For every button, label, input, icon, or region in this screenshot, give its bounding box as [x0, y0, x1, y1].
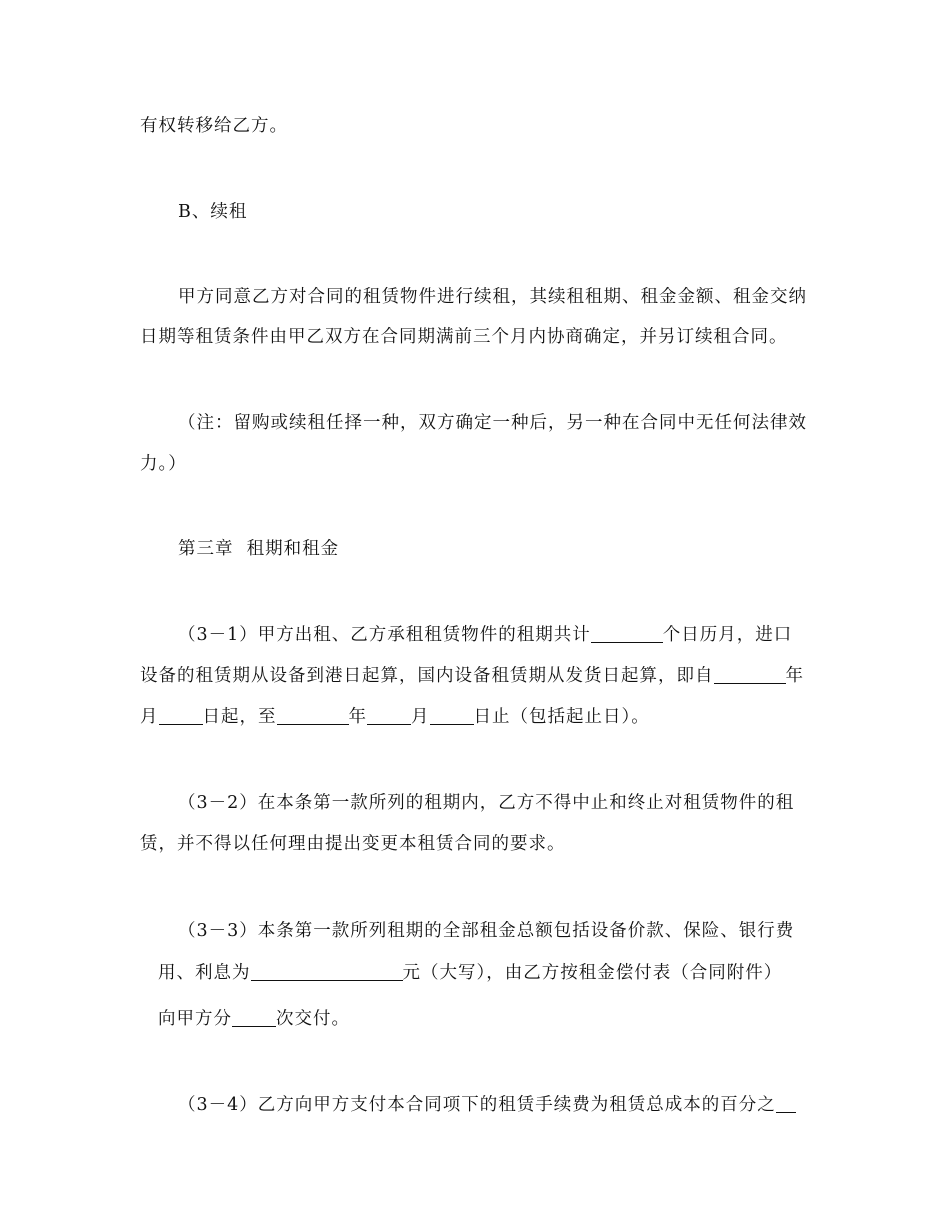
fill-blank-term-months[interactable] [591, 624, 663, 643]
paragraph-line: 日期等租赁条件由甲乙双方在合同期满前三个月内协商确定，并另订续租合同。 [140, 327, 788, 347]
clause-text: 个日历月，进口 [662, 625, 793, 645]
clause-3-2-line: 赁，并不得以任何理由提出变更本租赁合同的要求。 [140, 834, 566, 854]
clause-3-3-line: （3－3）本条第一款所列租期的全部租金总额包括设备价款、保险、银行费 [178, 921, 795, 941]
clause-text: 日起，至 [202, 707, 277, 727]
clause-text: （3－1）甲方出租、乙方承租租赁物件的租期共计 [178, 625, 591, 645]
clause-3-1-line [178, 624, 792, 646]
fill-blank-start-day[interactable] [159, 706, 203, 725]
clause-3-3-line [158, 1008, 350, 1030]
clause-text: 日止（包括起止日）。 [473, 707, 650, 727]
note-line: （注：留购或续租任择一种，双方确定一种后，另一种在合同中无任何法律效 [178, 413, 807, 433]
fill-blank-installments[interactable] [232, 1008, 276, 1027]
fill-blank-start-year[interactable] [714, 665, 786, 684]
paragraph-line: 甲方同意乙方对合同的租赁物件进行续租，其续租租期、租金金额、租金交纳 [178, 287, 807, 307]
clause-3-3-line [158, 962, 782, 984]
chapter-heading: 第三章 租期和租金 [178, 539, 340, 559]
note-line: 力。） [140, 454, 187, 474]
paragraph-line: 有权转移给乙方。 [140, 116, 288, 136]
clause-text: 月 [411, 707, 430, 727]
clause-text: 用、利息为 [158, 963, 251, 983]
fill-blank-fee-percent[interactable] [776, 1094, 796, 1113]
clause-3-4-line [178, 1094, 796, 1116]
clause-3-2-line: （3－2）在本条第一款所列的租期内，乙方不得中止和终止对租赁物件的租 [178, 793, 795, 813]
clause-text: 年 [348, 707, 367, 727]
fill-blank-total-rent[interactable] [251, 962, 403, 981]
clause-3-1-line [140, 665, 804, 687]
clause-text: 次交付。 [276, 1009, 350, 1029]
clause-text: 元（大写），由乙方按租金偿付表（合同附件） [402, 963, 783, 983]
clause-3-1-line [140, 706, 650, 728]
fill-blank-end-year[interactable] [277, 706, 349, 725]
fill-blank-end-day[interactable] [430, 706, 474, 725]
clause-text: （3－4）乙方向甲方支付本合同项下的租赁手续费为租赁总成本的百分之 [178, 1095, 776, 1115]
section-heading-renewal: B、续租 [178, 202, 248, 222]
clause-text: 向甲方分 [158, 1009, 232, 1029]
fill-blank-end-month[interactable] [367, 706, 411, 725]
clause-text: 月 [140, 707, 159, 727]
clause-text: 年 [785, 666, 804, 686]
clause-text: 设备的租赁期从设备到港日起算，国内设备租赁期从发货日起算，即自 [140, 666, 714, 686]
